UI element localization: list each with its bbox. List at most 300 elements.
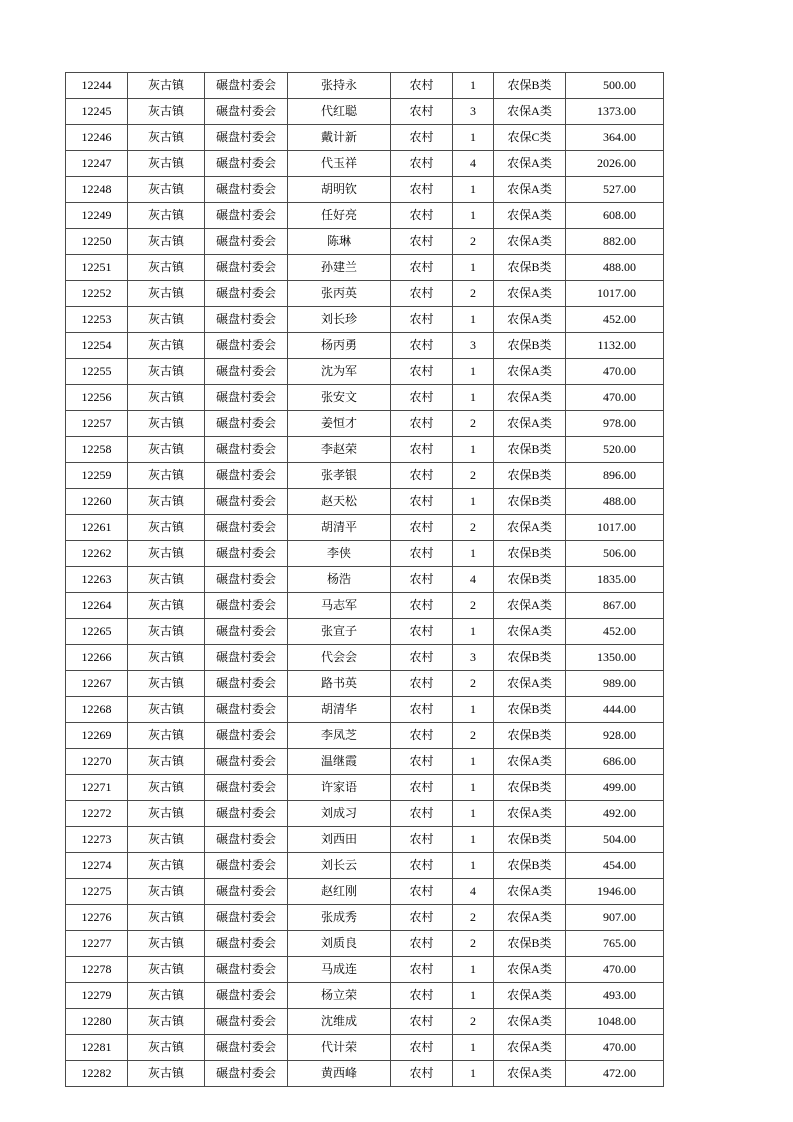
cell-amount: 470.00: [566, 385, 664, 411]
table-row: [66, 983, 664, 1009]
cell-town: 灰古镇: [128, 177, 205, 203]
cell-amount: 493.00: [566, 983, 664, 1009]
table-row: [66, 203, 664, 229]
cell-village_committee: 碾盘村委会: [205, 515, 288, 541]
cell-residence: 农村: [391, 775, 453, 801]
cell-name: 代会会: [288, 645, 391, 671]
cell-amount: 1835.00: [566, 567, 664, 593]
cell-amount: 686.00: [566, 749, 664, 775]
cell-insurance_type: 农保B类: [494, 723, 566, 749]
cell-residence: 农村: [391, 853, 453, 879]
cell-persons: 4: [453, 151, 494, 177]
cell-insurance_type: 农保A类: [494, 983, 566, 1009]
cell-id: 12257: [66, 411, 128, 437]
cell-village_committee: 碾盘村委会: [205, 489, 288, 515]
cell-insurance_type: 农保A类: [494, 203, 566, 229]
cell-persons: 1: [453, 1061, 494, 1087]
cell-amount: 765.00: [566, 931, 664, 957]
cell-amount: 882.00: [566, 229, 664, 255]
cell-village_committee: 碾盘村委会: [205, 411, 288, 437]
cell-insurance_type: 农保A类: [494, 671, 566, 697]
table-row: [66, 515, 664, 541]
cell-village_committee: 碾盘村委会: [205, 801, 288, 827]
table-row: [66, 99, 664, 125]
table-row: [66, 1061, 664, 1087]
cell-town: 灰古镇: [128, 853, 205, 879]
cell-town: 灰古镇: [128, 905, 205, 931]
cell-village_committee: 碾盘村委会: [205, 151, 288, 177]
cell-id: 12279: [66, 983, 128, 1009]
cell-town: 灰古镇: [128, 749, 205, 775]
cell-village_committee: 碾盘村委会: [205, 645, 288, 671]
cell-name: 赵天松: [288, 489, 391, 515]
cell-residence: 农村: [391, 567, 453, 593]
cell-town: 灰古镇: [128, 99, 205, 125]
cell-id: 12270: [66, 749, 128, 775]
cell-insurance_type: 农保A类: [494, 281, 566, 307]
table-row: [66, 333, 664, 359]
cell-village_committee: 碾盘村委会: [205, 229, 288, 255]
cell-residence: 农村: [391, 801, 453, 827]
cell-name: 陈琳: [288, 229, 391, 255]
cell-village_committee: 碾盘村委会: [205, 749, 288, 775]
cell-residence: 农村: [391, 99, 453, 125]
cell-residence: 农村: [391, 463, 453, 489]
cell-name: 张成秀: [288, 905, 391, 931]
cell-persons: 2: [453, 723, 494, 749]
cell-insurance_type: 农保A类: [494, 749, 566, 775]
cell-persons: 1: [453, 853, 494, 879]
table-row: [66, 1035, 664, 1061]
cell-town: 灰古镇: [128, 255, 205, 281]
cell-amount: 907.00: [566, 905, 664, 931]
cell-insurance_type: 农保A类: [494, 801, 566, 827]
cell-village_committee: 碾盘村委会: [205, 983, 288, 1009]
cell-town: 灰古镇: [128, 671, 205, 697]
cell-insurance_type: 农保A类: [494, 1009, 566, 1035]
cell-insurance_type: 农保A类: [494, 307, 566, 333]
cell-persons: 2: [453, 463, 494, 489]
table-row: [66, 619, 664, 645]
table-body: [66, 73, 664, 1087]
cell-persons: 3: [453, 333, 494, 359]
cell-town: 灰古镇: [128, 229, 205, 255]
cell-id: 12281: [66, 1035, 128, 1061]
cell-insurance_type: 农保A类: [494, 957, 566, 983]
table-row: [66, 463, 664, 489]
cell-id: 12247: [66, 151, 128, 177]
cell-village_committee: 碾盘村委会: [205, 879, 288, 905]
cell-residence: 农村: [391, 307, 453, 333]
document-page: [65, 72, 664, 1087]
cell-persons: 2: [453, 281, 494, 307]
cell-persons: 1: [453, 307, 494, 333]
cell-amount: 928.00: [566, 723, 664, 749]
cell-insurance_type: 农保A类: [494, 385, 566, 411]
cell-residence: 农村: [391, 515, 453, 541]
cell-residence: 农村: [391, 203, 453, 229]
cell-name: 刘质良: [288, 931, 391, 957]
cell-id: 12271: [66, 775, 128, 801]
cell-name: 张安文: [288, 385, 391, 411]
cell-village_committee: 碾盘村委会: [205, 437, 288, 463]
cell-amount: 520.00: [566, 437, 664, 463]
cell-amount: 1017.00: [566, 281, 664, 307]
cell-persons: 2: [453, 1009, 494, 1035]
cell-town: 灰古镇: [128, 697, 205, 723]
cell-residence: 农村: [391, 229, 453, 255]
cell-village_committee: 碾盘村委会: [205, 281, 288, 307]
cell-town: 灰古镇: [128, 203, 205, 229]
cell-insurance_type: 农保A类: [494, 229, 566, 255]
cell-town: 灰古镇: [128, 983, 205, 1009]
cell-insurance_type: 农保A类: [494, 359, 566, 385]
cell-id: 12268: [66, 697, 128, 723]
cell-name: 马志军: [288, 593, 391, 619]
cell-id: 12253: [66, 307, 128, 333]
cell-persons: 2: [453, 931, 494, 957]
cell-residence: 农村: [391, 671, 453, 697]
cell-name: 胡清平: [288, 515, 391, 541]
cell-name: 赵红刚: [288, 879, 391, 905]
cell-village_committee: 碾盘村委会: [205, 723, 288, 749]
cell-id: 12254: [66, 333, 128, 359]
cell-persons: 4: [453, 567, 494, 593]
cell-persons: 1: [453, 541, 494, 567]
cell-id: 12263: [66, 567, 128, 593]
cell-amount: 454.00: [566, 853, 664, 879]
cell-amount: 989.00: [566, 671, 664, 697]
cell-id: 12277: [66, 931, 128, 957]
table-row: [66, 489, 664, 515]
cell-residence: 农村: [391, 333, 453, 359]
cell-persons: 1: [453, 775, 494, 801]
cell-amount: 364.00: [566, 125, 664, 151]
cell-residence: 农村: [391, 723, 453, 749]
cell-id: 12274: [66, 853, 128, 879]
cell-insurance_type: 农保B类: [494, 73, 566, 99]
cell-name: 杨浩: [288, 567, 391, 593]
cell-id: 12256: [66, 385, 128, 411]
cell-name: 张宣子: [288, 619, 391, 645]
cell-id: 12269: [66, 723, 128, 749]
cell-amount: 452.00: [566, 307, 664, 333]
table-row: [66, 723, 664, 749]
cell-persons: 1: [453, 125, 494, 151]
cell-insurance_type: 农保B类: [494, 827, 566, 853]
table-row: [66, 411, 664, 437]
cell-name: 代红聪: [288, 99, 391, 125]
cell-residence: 农村: [391, 697, 453, 723]
cell-name: 胡明钦: [288, 177, 391, 203]
cell-town: 灰古镇: [128, 931, 205, 957]
cell-insurance_type: 农保A类: [494, 879, 566, 905]
cell-village_committee: 碾盘村委会: [205, 593, 288, 619]
cell-village_committee: 碾盘村委会: [205, 463, 288, 489]
cell-town: 灰古镇: [128, 723, 205, 749]
cell-amount: 452.00: [566, 619, 664, 645]
cell-residence: 农村: [391, 151, 453, 177]
cell-amount: 488.00: [566, 255, 664, 281]
cell-persons: 4: [453, 879, 494, 905]
cell-insurance_type: 农保A类: [494, 177, 566, 203]
cell-id: 12259: [66, 463, 128, 489]
cell-residence: 农村: [391, 359, 453, 385]
cell-id: 12252: [66, 281, 128, 307]
cell-town: 灰古镇: [128, 1035, 205, 1061]
cell-insurance_type: 农保A类: [494, 411, 566, 437]
cell-name: 姜恒才: [288, 411, 391, 437]
cell-town: 灰古镇: [128, 385, 205, 411]
cell-village_committee: 碾盘村委会: [205, 619, 288, 645]
cell-insurance_type: 农保B类: [494, 567, 566, 593]
cell-amount: 2026.00: [566, 151, 664, 177]
table-row: [66, 697, 664, 723]
cell-town: 灰古镇: [128, 437, 205, 463]
table-row: [66, 957, 664, 983]
benefits-table: [65, 72, 664, 1087]
cell-name: 沈为军: [288, 359, 391, 385]
cell-village_committee: 碾盘村委会: [205, 541, 288, 567]
cell-residence: 农村: [391, 593, 453, 619]
cell-name: 杨立荣: [288, 983, 391, 1009]
cell-residence: 农村: [391, 411, 453, 437]
cell-village_committee: 碾盘村委会: [205, 1009, 288, 1035]
table-row: [66, 281, 664, 307]
table-row: [66, 905, 664, 931]
cell-insurance_type: 农保A类: [494, 515, 566, 541]
cell-name: 黄西峰: [288, 1061, 391, 1087]
cell-name: 孙建兰: [288, 255, 391, 281]
cell-town: 灰古镇: [128, 1061, 205, 1087]
cell-name: 李侠: [288, 541, 391, 567]
cell-name: 胡清华: [288, 697, 391, 723]
cell-id: 12250: [66, 229, 128, 255]
cell-town: 灰古镇: [128, 879, 205, 905]
cell-insurance_type: 农保A类: [494, 151, 566, 177]
cell-village_committee: 碾盘村委会: [205, 905, 288, 931]
table-row: [66, 385, 664, 411]
cell-name: 任好亮: [288, 203, 391, 229]
cell-insurance_type: 农保B类: [494, 931, 566, 957]
cell-id: 12278: [66, 957, 128, 983]
cell-amount: 444.00: [566, 697, 664, 723]
table-row: [66, 307, 664, 333]
cell-insurance_type: 农保B类: [494, 775, 566, 801]
cell-persons: 2: [453, 229, 494, 255]
cell-persons: 2: [453, 905, 494, 931]
cell-amount: 470.00: [566, 359, 664, 385]
cell-insurance_type: 农保A类: [494, 905, 566, 931]
cell-residence: 农村: [391, 619, 453, 645]
cell-persons: 3: [453, 645, 494, 671]
cell-id: 12264: [66, 593, 128, 619]
table-row: [66, 73, 664, 99]
cell-name: 沈维成: [288, 1009, 391, 1035]
cell-insurance_type: 农保B类: [494, 645, 566, 671]
cell-persons: 1: [453, 489, 494, 515]
cell-village_committee: 碾盘村委会: [205, 775, 288, 801]
cell-residence: 农村: [391, 931, 453, 957]
cell-amount: 506.00: [566, 541, 664, 567]
cell-persons: 2: [453, 411, 494, 437]
table-row: [66, 593, 664, 619]
cell-id: 12244: [66, 73, 128, 99]
cell-persons: 1: [453, 73, 494, 99]
cell-insurance_type: 农保B类: [494, 463, 566, 489]
cell-name: 李赵荣: [288, 437, 391, 463]
cell-residence: 农村: [391, 983, 453, 1009]
cell-amount: 978.00: [566, 411, 664, 437]
cell-residence: 农村: [391, 1061, 453, 1087]
cell-id: 12249: [66, 203, 128, 229]
cell-persons: 2: [453, 593, 494, 619]
cell-residence: 农村: [391, 905, 453, 931]
cell-id: 12246: [66, 125, 128, 151]
cell-town: 灰古镇: [128, 567, 205, 593]
cell-residence: 农村: [391, 385, 453, 411]
cell-id: 12273: [66, 827, 128, 853]
cell-residence: 农村: [391, 827, 453, 853]
cell-village_committee: 碾盘村委会: [205, 567, 288, 593]
table-row: [66, 359, 664, 385]
cell-town: 灰古镇: [128, 801, 205, 827]
cell-town: 灰古镇: [128, 593, 205, 619]
table-row: [66, 229, 664, 255]
cell-name: 李凤芝: [288, 723, 391, 749]
cell-town: 灰古镇: [128, 307, 205, 333]
cell-insurance_type: 农保C类: [494, 125, 566, 151]
cell-insurance_type: 农保A类: [494, 593, 566, 619]
cell-village_committee: 碾盘村委会: [205, 73, 288, 99]
cell-persons: 1: [453, 255, 494, 281]
cell-insurance_type: 农保A类: [494, 1035, 566, 1061]
cell-id: 12282: [66, 1061, 128, 1087]
cell-persons: 1: [453, 827, 494, 853]
table-row: [66, 151, 664, 177]
cell-residence: 农村: [391, 957, 453, 983]
cell-amount: 608.00: [566, 203, 664, 229]
cell-name: 刘成习: [288, 801, 391, 827]
cell-residence: 农村: [391, 879, 453, 905]
cell-name: 代计荣: [288, 1035, 391, 1061]
cell-name: 戴计新: [288, 125, 391, 151]
cell-insurance_type: 农保B类: [494, 697, 566, 723]
cell-amount: 470.00: [566, 1035, 664, 1061]
cell-persons: 1: [453, 749, 494, 775]
table-row: [66, 931, 664, 957]
table-row: [66, 801, 664, 827]
cell-amount: 472.00: [566, 1061, 664, 1087]
cell-town: 灰古镇: [128, 489, 205, 515]
table-row: [66, 827, 664, 853]
cell-amount: 1132.00: [566, 333, 664, 359]
cell-town: 灰古镇: [128, 541, 205, 567]
cell-amount: 488.00: [566, 489, 664, 515]
cell-insurance_type: 农保A类: [494, 1061, 566, 1087]
cell-name: 张孝银: [288, 463, 391, 489]
table-row: [66, 255, 664, 281]
cell-residence: 农村: [391, 437, 453, 463]
cell-name: 张持永: [288, 73, 391, 99]
cell-village_committee: 碾盘村委会: [205, 957, 288, 983]
cell-name: 温继霞: [288, 749, 391, 775]
cell-persons: 1: [453, 957, 494, 983]
table-row: [66, 645, 664, 671]
cell-name: 杨丙勇: [288, 333, 391, 359]
cell-name: 张丙英: [288, 281, 391, 307]
cell-village_committee: 碾盘村委会: [205, 333, 288, 359]
cell-residence: 农村: [391, 541, 453, 567]
cell-village_committee: 碾盘村委会: [205, 177, 288, 203]
cell-persons: 1: [453, 619, 494, 645]
cell-village_committee: 碾盘村委会: [205, 203, 288, 229]
cell-town: 灰古镇: [128, 281, 205, 307]
cell-insurance_type: 农保B类: [494, 489, 566, 515]
cell-persons: 1: [453, 437, 494, 463]
cell-town: 灰古镇: [128, 411, 205, 437]
cell-name: 路书英: [288, 671, 391, 697]
cell-town: 灰古镇: [128, 515, 205, 541]
cell-amount: 499.00: [566, 775, 664, 801]
table-row: [66, 879, 664, 905]
cell-insurance_type: 农保A类: [494, 99, 566, 125]
cell-amount: 1373.00: [566, 99, 664, 125]
cell-name: 刘西田: [288, 827, 391, 853]
cell-id: 12261: [66, 515, 128, 541]
cell-village_committee: 碾盘村委会: [205, 671, 288, 697]
cell-id: 12280: [66, 1009, 128, 1035]
cell-id: 12267: [66, 671, 128, 697]
cell-residence: 农村: [391, 1009, 453, 1035]
cell-amount: 470.00: [566, 957, 664, 983]
cell-persons: 2: [453, 671, 494, 697]
cell-village_committee: 碾盘村委会: [205, 1035, 288, 1061]
cell-insurance_type: 农保A类: [494, 619, 566, 645]
table-row: [66, 1009, 664, 1035]
cell-residence: 农村: [391, 489, 453, 515]
cell-insurance_type: 农保B类: [494, 333, 566, 359]
cell-persons: 1: [453, 1035, 494, 1061]
cell-id: 12272: [66, 801, 128, 827]
cell-town: 灰古镇: [128, 125, 205, 151]
table-row: [66, 749, 664, 775]
cell-name: 代玉祥: [288, 151, 391, 177]
cell-persons: 1: [453, 203, 494, 229]
cell-amount: 492.00: [566, 801, 664, 827]
cell-persons: 1: [453, 801, 494, 827]
cell-name: 刘长珍: [288, 307, 391, 333]
cell-id: 12248: [66, 177, 128, 203]
table-row: [66, 671, 664, 697]
cell-village_committee: 碾盘村委会: [205, 125, 288, 151]
cell-village_committee: 碾盘村委会: [205, 853, 288, 879]
cell-id: 12245: [66, 99, 128, 125]
cell-town: 灰古镇: [128, 151, 205, 177]
cell-town: 灰古镇: [128, 775, 205, 801]
cell-id: 12275: [66, 879, 128, 905]
cell-persons: 2: [453, 515, 494, 541]
cell-name: 刘长云: [288, 853, 391, 879]
cell-residence: 农村: [391, 73, 453, 99]
cell-insurance_type: 农保B类: [494, 541, 566, 567]
cell-village_committee: 碾盘村委会: [205, 931, 288, 957]
cell-id: 12265: [66, 619, 128, 645]
table-row: [66, 437, 664, 463]
cell-town: 灰古镇: [128, 333, 205, 359]
cell-amount: 527.00: [566, 177, 664, 203]
cell-residence: 农村: [391, 125, 453, 151]
